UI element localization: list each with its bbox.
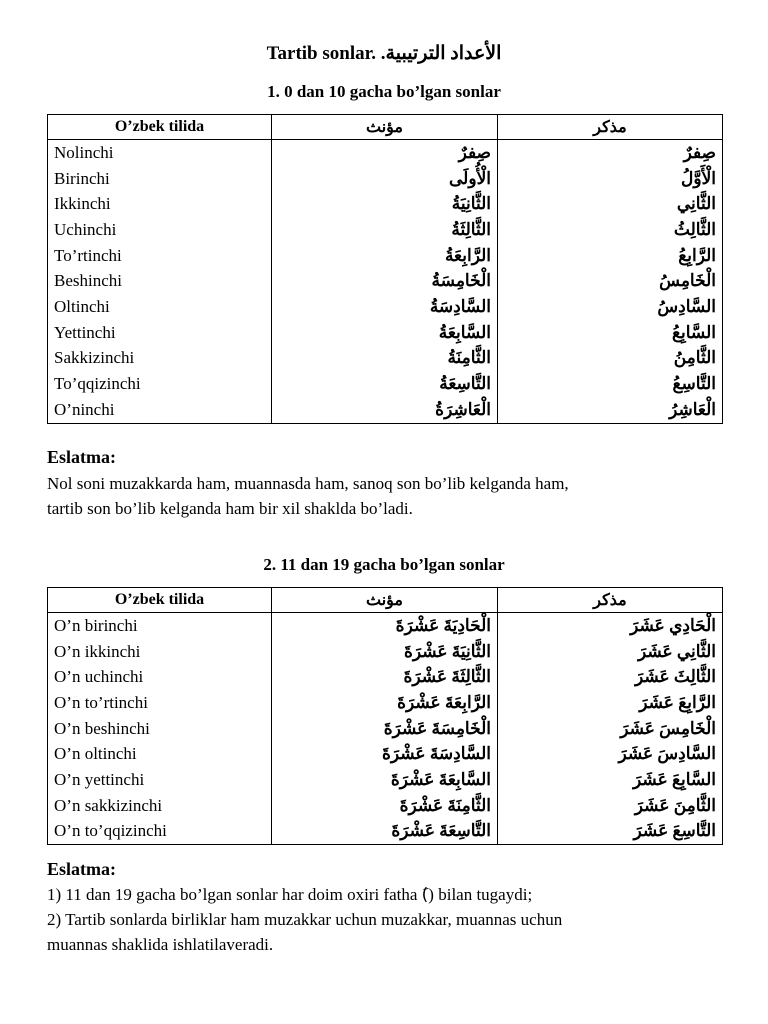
header-uzbek: O’zbek tilida bbox=[48, 588, 272, 613]
cell-uzbek: Sakkizinchi bbox=[48, 346, 272, 372]
table-row bbox=[48, 320, 723, 346]
cell-feminine: السَّادِسَةُ bbox=[272, 294, 498, 320]
cell-masculine: الثَّالِثَ عَشَرَ bbox=[498, 664, 723, 690]
cell-uzbek: O’ninchi bbox=[48, 397, 272, 423]
cell-feminine: التَّاسِعَةُ bbox=[272, 371, 498, 397]
note1-line: tartib son bo’lib kelganda ham bir xil shaklda bo’ladi. bbox=[47, 499, 413, 518]
table-row bbox=[48, 294, 723, 320]
table-0-to-10 bbox=[47, 114, 723, 424]
table-row bbox=[48, 397, 723, 423]
cell-feminine: الثَّانِيَةَ عَشْرَةَ bbox=[272, 639, 498, 665]
cell-uzbek: Yettinchi bbox=[48, 320, 272, 346]
table-row bbox=[48, 268, 723, 294]
cell-feminine: صِفرٌ bbox=[272, 140, 498, 166]
table-header-row bbox=[48, 588, 723, 613]
table-row bbox=[48, 690, 723, 716]
cell-masculine: الْخَامِسُ bbox=[498, 268, 723, 294]
cell-feminine: الثَّامِنَةُ bbox=[272, 346, 498, 372]
cell-masculine: الثَّامِنُ bbox=[498, 346, 723, 372]
table-row bbox=[48, 819, 723, 845]
cell-uzbek: O’n oltinchi bbox=[48, 741, 272, 767]
cell-masculine: الثَّانِي bbox=[498, 191, 723, 217]
cell-feminine: الرَّابِعَةَ عَشْرَةَ bbox=[272, 690, 498, 716]
cell-masculine: السَّابِعُ bbox=[498, 320, 723, 346]
note1-heading: Eslatma: bbox=[47, 447, 116, 467]
cell-feminine: الْأُولَى bbox=[272, 166, 498, 192]
table-row bbox=[48, 371, 723, 397]
note2-line: muannas shaklida ishlatilaveradi. bbox=[47, 935, 274, 954]
cell-masculine: الثَّالِثُ bbox=[498, 217, 723, 243]
table-row bbox=[48, 613, 723, 639]
cell-uzbek: O’n yettinchi bbox=[48, 767, 272, 793]
cell-feminine: الثَّالِثَةُ bbox=[272, 217, 498, 243]
table-row bbox=[48, 639, 723, 665]
cell-feminine: الْعَاشِرَةُ bbox=[272, 397, 498, 423]
cell-uzbek: O’n sakkizinchi bbox=[48, 793, 272, 819]
section2-heading: 2. 11 dan 19 gacha bo’lgan sonlar bbox=[263, 555, 505, 574]
table-row bbox=[48, 140, 723, 166]
cell-masculine: الثَّامِنَ عَشَرَ bbox=[498, 793, 723, 819]
cell-masculine: الْعَاشِرُ bbox=[498, 397, 723, 423]
table-header-row bbox=[48, 115, 723, 140]
cell-masculine: السَّادِسُ bbox=[498, 294, 723, 320]
table-row bbox=[48, 191, 723, 217]
note2-line: 1) 11 dan 19 gacha bo’lgan sonlar har doim oxiri fatha (َ) bilan tugaydi; bbox=[47, 885, 533, 904]
table-row bbox=[48, 793, 723, 819]
cell-masculine: الْخَامِسَ عَشَرَ bbox=[498, 716, 723, 742]
cell-masculine: التَّاسِعَ عَشَرَ bbox=[498, 819, 723, 845]
table-row bbox=[48, 243, 723, 269]
note2-line: 2) Tartib sonlarda birliklar ham muzakkar uchun muzakkar, muannas uchun bbox=[47, 910, 563, 929]
cell-uzbek: Oltinchi bbox=[48, 294, 272, 320]
header-masculine: مذكر bbox=[498, 588, 723, 613]
cell-feminine: السَّادِسَةَ عَشْرَةَ bbox=[272, 741, 498, 767]
section1-heading: 1. 0 dan 10 gacha bo’lgan sonlar bbox=[267, 82, 501, 101]
cell-uzbek: Uchinchi bbox=[48, 217, 272, 243]
cell-feminine: السَّابِعَةَ عَشْرَةَ bbox=[272, 767, 498, 793]
cell-masculine: الرَّابِعَ عَشَرَ bbox=[498, 690, 723, 716]
cell-uzbek: O’n to’qqizinchi bbox=[48, 819, 272, 845]
cell-uzbek: Nolinchi bbox=[48, 140, 272, 166]
cell-uzbek: Ikkinchi bbox=[48, 191, 272, 217]
cell-feminine: الْخَامِسَةُ bbox=[272, 268, 498, 294]
cell-uzbek: To’rtinchi bbox=[48, 243, 272, 269]
cell-feminine: الثَّالِثَةَ عَشْرَةَ bbox=[272, 664, 498, 690]
note2-text bbox=[47, 882, 727, 957]
cell-feminine: السَّابِعَةُ bbox=[272, 320, 498, 346]
header-masculine: مذكر bbox=[498, 115, 723, 140]
cell-feminine: الرَّابِعَةُ bbox=[272, 243, 498, 269]
cell-uzbek: O’n uchinchi bbox=[48, 664, 272, 690]
table-row bbox=[48, 166, 723, 192]
table-11-to-19 bbox=[47, 587, 723, 845]
cell-masculine: التَّاسِعُ bbox=[498, 371, 723, 397]
cell-feminine: الثَّامِنَةَ عَشْرَةَ bbox=[272, 793, 498, 819]
cell-masculine: الرَّابِعُ bbox=[498, 243, 723, 269]
cell-uzbek: O’n beshinchi bbox=[48, 716, 272, 742]
table-row bbox=[48, 664, 723, 690]
cell-feminine: التَّاسِعَةَ عَشْرَةَ bbox=[272, 819, 498, 845]
cell-masculine: الثَّانِي عَشَرَ bbox=[498, 639, 723, 665]
header-feminine: مؤنث bbox=[272, 588, 498, 613]
table-row bbox=[48, 767, 723, 793]
cell-feminine: الْخَامِسَةَ عَشْرَةَ bbox=[272, 716, 498, 742]
cell-uzbek: O’n ikkinchi bbox=[48, 639, 272, 665]
cell-masculine: صِفرٌ bbox=[498, 140, 723, 166]
header-uzbek: O’zbek tilida bbox=[48, 115, 272, 140]
cell-uzbek: O’n birinchi bbox=[48, 613, 272, 639]
cell-masculine: الْحَادِي عَشَرَ bbox=[498, 613, 723, 639]
cell-uzbek: Beshinchi bbox=[48, 268, 272, 294]
table-row bbox=[48, 346, 723, 372]
header-feminine: مؤنث bbox=[272, 115, 498, 140]
table-row bbox=[48, 716, 723, 742]
note1-line: Nol soni muzakkarda ham, muannasda ham, sanoq son bo’lib kelganda ham, bbox=[47, 474, 569, 493]
cell-uzbek: O’n to’rtinchi bbox=[48, 690, 272, 716]
cell-masculine: السَّابِعَ عَشَرَ bbox=[498, 767, 723, 793]
cell-feminine: الثَّانِيَةُ bbox=[272, 191, 498, 217]
cell-uzbek: To’qqizinchi bbox=[48, 371, 272, 397]
cell-masculine: الْأَوَّلُ bbox=[498, 166, 723, 192]
note1-text bbox=[47, 471, 727, 521]
page-title: Tartib sonlar. .الأعداد الترتيبية bbox=[266, 43, 502, 64]
cell-masculine: السَّادِسَ عَشَرَ bbox=[498, 741, 723, 767]
table-row bbox=[48, 217, 723, 243]
note2-heading: Eslatma: bbox=[47, 859, 116, 879]
cell-uzbek: Birinchi bbox=[48, 166, 272, 192]
table-row bbox=[48, 741, 723, 767]
cell-feminine: الْحَادِيَةَ عَشْرَةَ bbox=[272, 613, 498, 639]
